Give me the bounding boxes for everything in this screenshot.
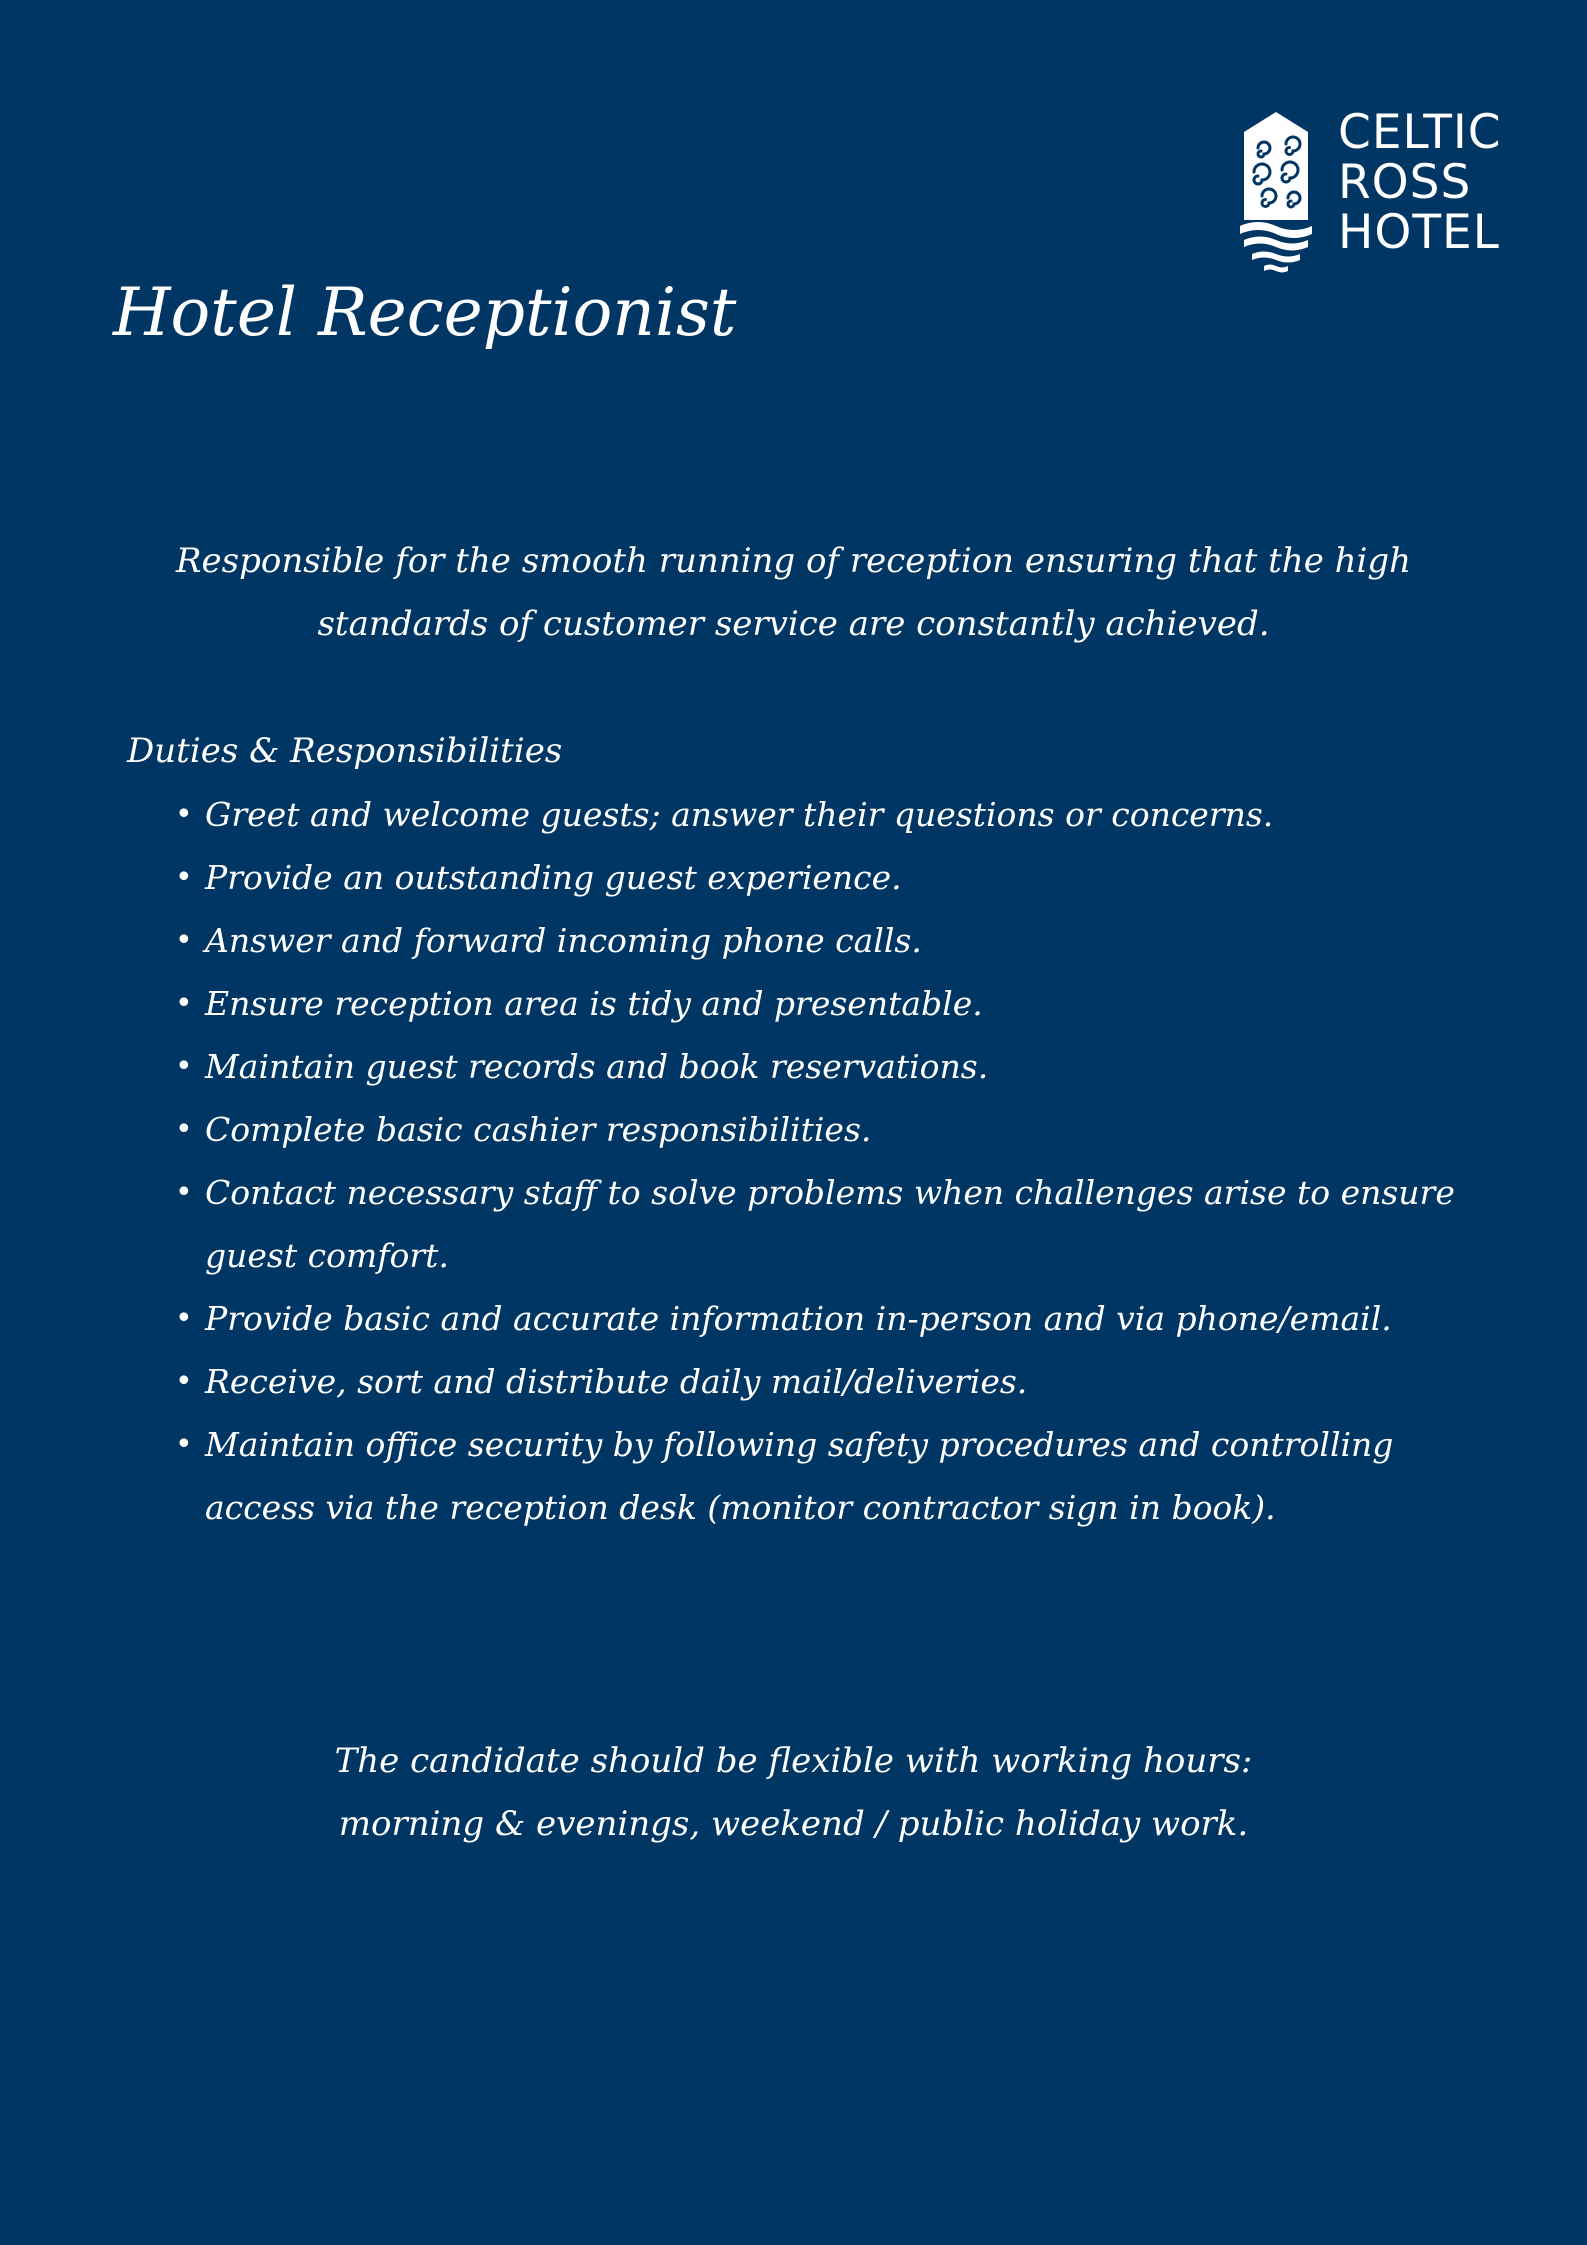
- bullet-icon: •: [175, 986, 193, 1021]
- closing-line: The candidate should be flexible with working hours:: [334, 1741, 1253, 1781]
- duty-item-text: Ensure reception area is tidy and presentable.: [205, 984, 983, 1023]
- closing-line: morning & evenings, weekend / public holiday work.: [338, 1804, 1249, 1844]
- duty-item-text: Answer and forward incoming phone calls.: [205, 921, 922, 960]
- duty-item: [175, 1161, 1455, 1287]
- intro-line: standards of customer service are constantly achieved.: [317, 604, 1270, 644]
- bullet-icon: •: [175, 1364, 193, 1399]
- duty-item-text: Provide basic and accurate information in-person and via phone/email.: [205, 1299, 1392, 1338]
- logo-line-1: CELTIC: [1338, 105, 1502, 160]
- duty-item-text: Maintain guest records and book reservations.: [205, 1047, 989, 1086]
- logo-line-3: HOTEL: [1338, 205, 1500, 260]
- duty-item-text: Maintain office security by following safety procedures and controlling: [205, 1425, 1394, 1464]
- duty-item: [175, 1350, 1435, 1413]
- bullet-icon: •: [175, 1301, 193, 1336]
- duty-item-text: Complete basic cashier responsibilities.: [205, 1110, 872, 1149]
- duty-item: [175, 783, 1435, 846]
- duties-heading: Duties & Responsibilities: [127, 731, 563, 771]
- duty-item: [175, 972, 1435, 1035]
- duty-item: [175, 1413, 1435, 1539]
- lighthouse-swirl-icon: [1238, 110, 1314, 274]
- bullet-icon: •: [175, 1112, 193, 1147]
- duty-item-text: Contact necessary staff to solve problems when challenges arise to ensure: [205, 1173, 1455, 1212]
- duty-item-text: Receive, sort and distribute daily mail/deliveries.: [205, 1362, 1028, 1401]
- duty-item-text: Provide an outstanding guest experience.: [205, 858, 902, 897]
- logo-line-2: ROSS: [1338, 155, 1472, 210]
- page-title: Hotel Receptionist: [113, 274, 737, 351]
- duties-list: [175, 783, 1455, 1539]
- bullet-icon: •: [175, 1427, 193, 1462]
- duty-item-text: access via the reception desk (monitor contractor sign in book).: [205, 1488, 1276, 1527]
- closing-paragraph: [0, 1730, 1587, 1856]
- duty-item: [175, 1287, 1435, 1350]
- bullet-icon: •: [175, 923, 193, 958]
- logo-wordmark: [1338, 105, 1502, 260]
- hotel-logo: [1238, 105, 1528, 274]
- intro-line: Responsible for the smooth running of reception ensuring that the high: [175, 541, 1412, 581]
- duty-item: [175, 1098, 1435, 1161]
- duty-item-text: Greet and welcome guests; answer their questions or concerns.: [205, 795, 1274, 834]
- bullet-icon: •: [175, 797, 193, 832]
- bullet-icon: •: [175, 1175, 193, 1210]
- duty-item: [175, 909, 1435, 972]
- duty-item: [175, 846, 1435, 909]
- duty-item: [175, 1035, 1435, 1098]
- duty-item-text: guest comfort.: [205, 1236, 449, 1275]
- bullet-icon: •: [175, 1049, 193, 1084]
- intro-paragraph: [0, 530, 1587, 656]
- bullet-icon: •: [175, 860, 193, 895]
